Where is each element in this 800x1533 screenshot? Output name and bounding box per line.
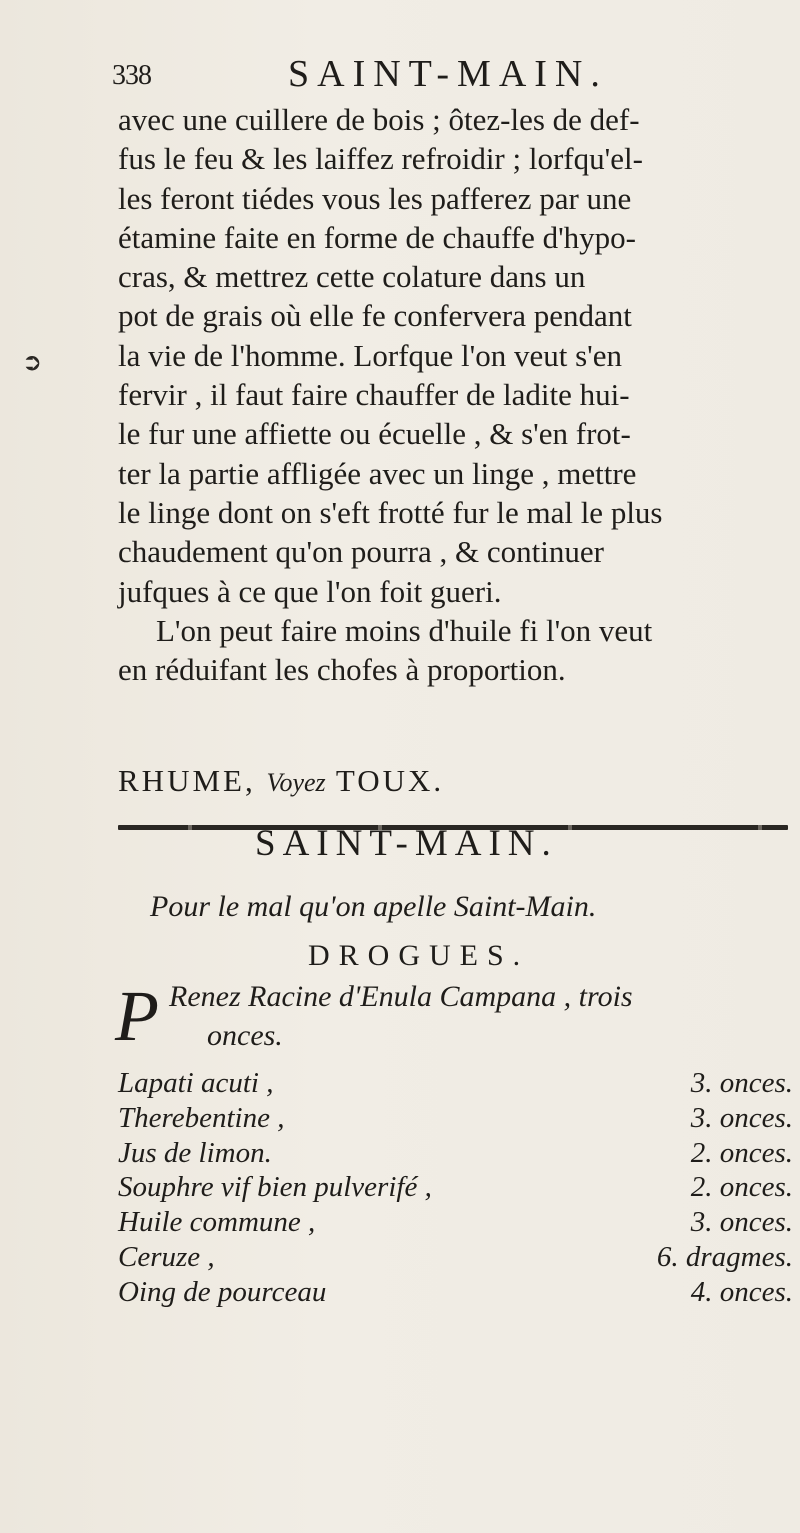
ingredient-quantity: 2. onces. <box>690 1136 793 1169</box>
cross-reference-see: Voyez <box>266 768 326 797</box>
text-line: la vie de l'homme. Lorfque l'on veut s'en <box>118 337 623 373</box>
ingredient-quantity: 3. onces. <box>690 1067 793 1099</box>
recipe-intro <box>115 977 795 1055</box>
margin-mark: ➲ <box>22 348 43 376</box>
ingredient-row <box>118 1241 798 1276</box>
ingredient-name: Souphre vif bien pulverifé , <box>118 1171 432 1204</box>
ingredient-name: Huile commune , <box>118 1206 316 1239</box>
continued-paragraph <box>118 100 800 689</box>
section-title: SAINT-MAIN. <box>255 823 558 864</box>
cross-reference-term: RHUME, <box>118 763 256 798</box>
drop-cap: P <box>115 976 159 1056</box>
ingredient-quantity: 6. dragmes. <box>656 1240 793 1273</box>
text-line: pot de grais où elle fe confervera pendant <box>118 298 632 334</box>
ingredient-name: Therebentine , <box>118 1101 285 1134</box>
ingredient-quantity: 3. onces. <box>690 1101 793 1134</box>
text-line: ter la partie affligée avec un linge , mettre <box>118 455 637 491</box>
ingredient-name: Jus de limon. <box>118 1136 272 1169</box>
ingredient-row <box>118 1102 798 1137</box>
text-line: L'on peut faire moins d'huile fi l'on veut <box>156 612 653 648</box>
ingredient-row <box>118 1067 798 1102</box>
text-line: avec une cuillere de bois ; ôtez-les de def- <box>118 102 640 137</box>
ingredient-name: Ceruze , <box>118 1240 215 1273</box>
ingredient-row <box>118 1137 798 1172</box>
drugs-heading: DROGUES. <box>308 939 530 972</box>
running-title: SAINT-MAIN. <box>288 53 608 95</box>
ingredient-name: Oing de pourceau <box>118 1275 327 1308</box>
text-line: étamine faite en forme de chauffe d'hypo- <box>118 219 636 255</box>
text-line: fervir , il faut faire chauffer de ladite hui- <box>118 377 630 413</box>
ingredient-name: Lapati acuti , <box>118 1067 274 1099</box>
text-line: en réduifant les chofes à proportion. <box>118 652 566 688</box>
recipe-intro-line: Renez Racine d'Enula Campana , trois <box>169 980 633 1013</box>
text-line: le fur une affiette ou écuelle , & s'en frot- <box>118 416 631 452</box>
text-line: chaudement qu'on pourra , & continuer <box>118 534 604 570</box>
ingredient-row <box>118 1206 798 1241</box>
text-line: le linge dont on s'eft frotté fur le mal le plus <box>118 494 663 530</box>
page-number: 338 <box>112 60 151 91</box>
text-line: jufques à ce que l'on foit gueri. <box>118 573 502 609</box>
text-line: fus le feu & les laiffez refroidir ; lorfqu'el- <box>118 141 643 177</box>
text-line: cras, & mettrez cette colature dans un <box>118 259 586 295</box>
ingredient-quantity: 4. onces. <box>690 1275 793 1308</box>
cross-reference-target: TOUX. <box>335 763 445 798</box>
ingredient-list <box>118 1067 798 1311</box>
recipe-intro-line: onces. <box>207 1019 283 1052</box>
ingredient-row <box>118 1276 798 1311</box>
ingredient-row <box>118 1171 798 1206</box>
running-head <box>112 50 752 100</box>
text-line: les feront tiédes vous les pafferez par une <box>118 180 632 216</box>
section-subtitle: Pour le mal qu'on apelle Saint-Main. <box>150 890 597 923</box>
ingredient-quantity: 3. onces. <box>690 1206 793 1239</box>
ingredient-quantity: 2. onces. <box>690 1171 793 1204</box>
cross-reference <box>118 763 444 799</box>
